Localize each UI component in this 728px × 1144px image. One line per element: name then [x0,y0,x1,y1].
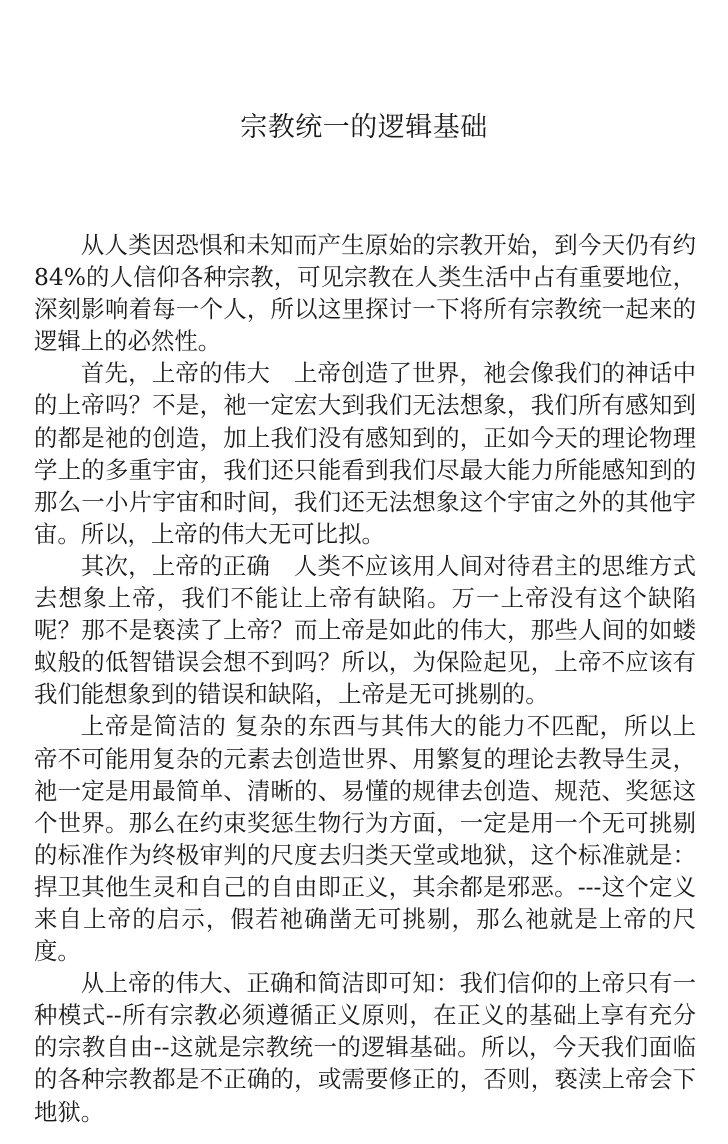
paragraph-3: 其次，上帝的正确 人类不应该用人间对待君主的思维方式去想象上帝，我们不能让上帝有缺陷。万一上帝没有这个缺陷呢？那不是亵渎了上帝？而上帝是如此的伟大，那些人间的如蝼蚁般的低智错误会想不到吗？所以，为保险起见，上帝不应该有我们能想象到的错误和缺陷，上帝是无可挑剔的。 [34,551,696,709]
paragraph-4: 上帝是简洁的 复杂的东西与其伟大的能力不匹配，所以上帝不可能用复杂的元素去创造世界、用繁复的理论去教导生灵，祂一定是用最简单、清晰的、易懂的规律去创造、规范、奖惩这个世界。那么在约束奖惩生物行为方面，一定是用一个无可挑剔的标准作为终极审判的尺度去归类天堂或地狱，这个标准就是：捍卫其他生灵和自己的自由即正义，其余都是邪恶。---这个定义来自上帝的启示，假若祂确凿无可挑剔，那么祂就是上帝的尺度。 [34,712,696,966]
article-body [34,229,696,1128]
paragraph-1: 从人类因恐惧和未知而产生原始的宗教开始，到今天仍有约84%的人信仰各种宗教，可见宗教在人类生活中占有重要地位，深刻影响着每一个人，所以这里探讨一下将所有宗教统一起来的逻辑上的必然性。 [34,231,696,356]
paragraph-5: 从上帝的伟大、正确和简洁即可知：我们信仰的上帝只有一种模式--所有宗教必须遵循正义原则，在正义的基础上享有充分的宗教自由--这就是宗教统一的逻辑基础。所以，今天我们面临的各种宗教都是不正确的，或需要修正的，否则，亵渎上帝会下地狱。 [34,969,696,1126]
page-title: 宗教统一的逻辑基础 [240,112,488,143]
paragraph-2: 首先，上帝的伟大 上帝创造了世界，祂会像我们的神话中的上帝吗？不是，祂一定宏大到我们无法想象，我们所有感知到的都是祂的创造，加上我们没有感知到的，正如今天的理论物理学上的多重宇宙，我们还只能看到我们尽最大能力所能感知到的那么一小片宇宙和时间，我们还无法想象这个宇宙之外的其他宇宙。所以，上帝的伟大无可比拟。 [34,359,696,548]
